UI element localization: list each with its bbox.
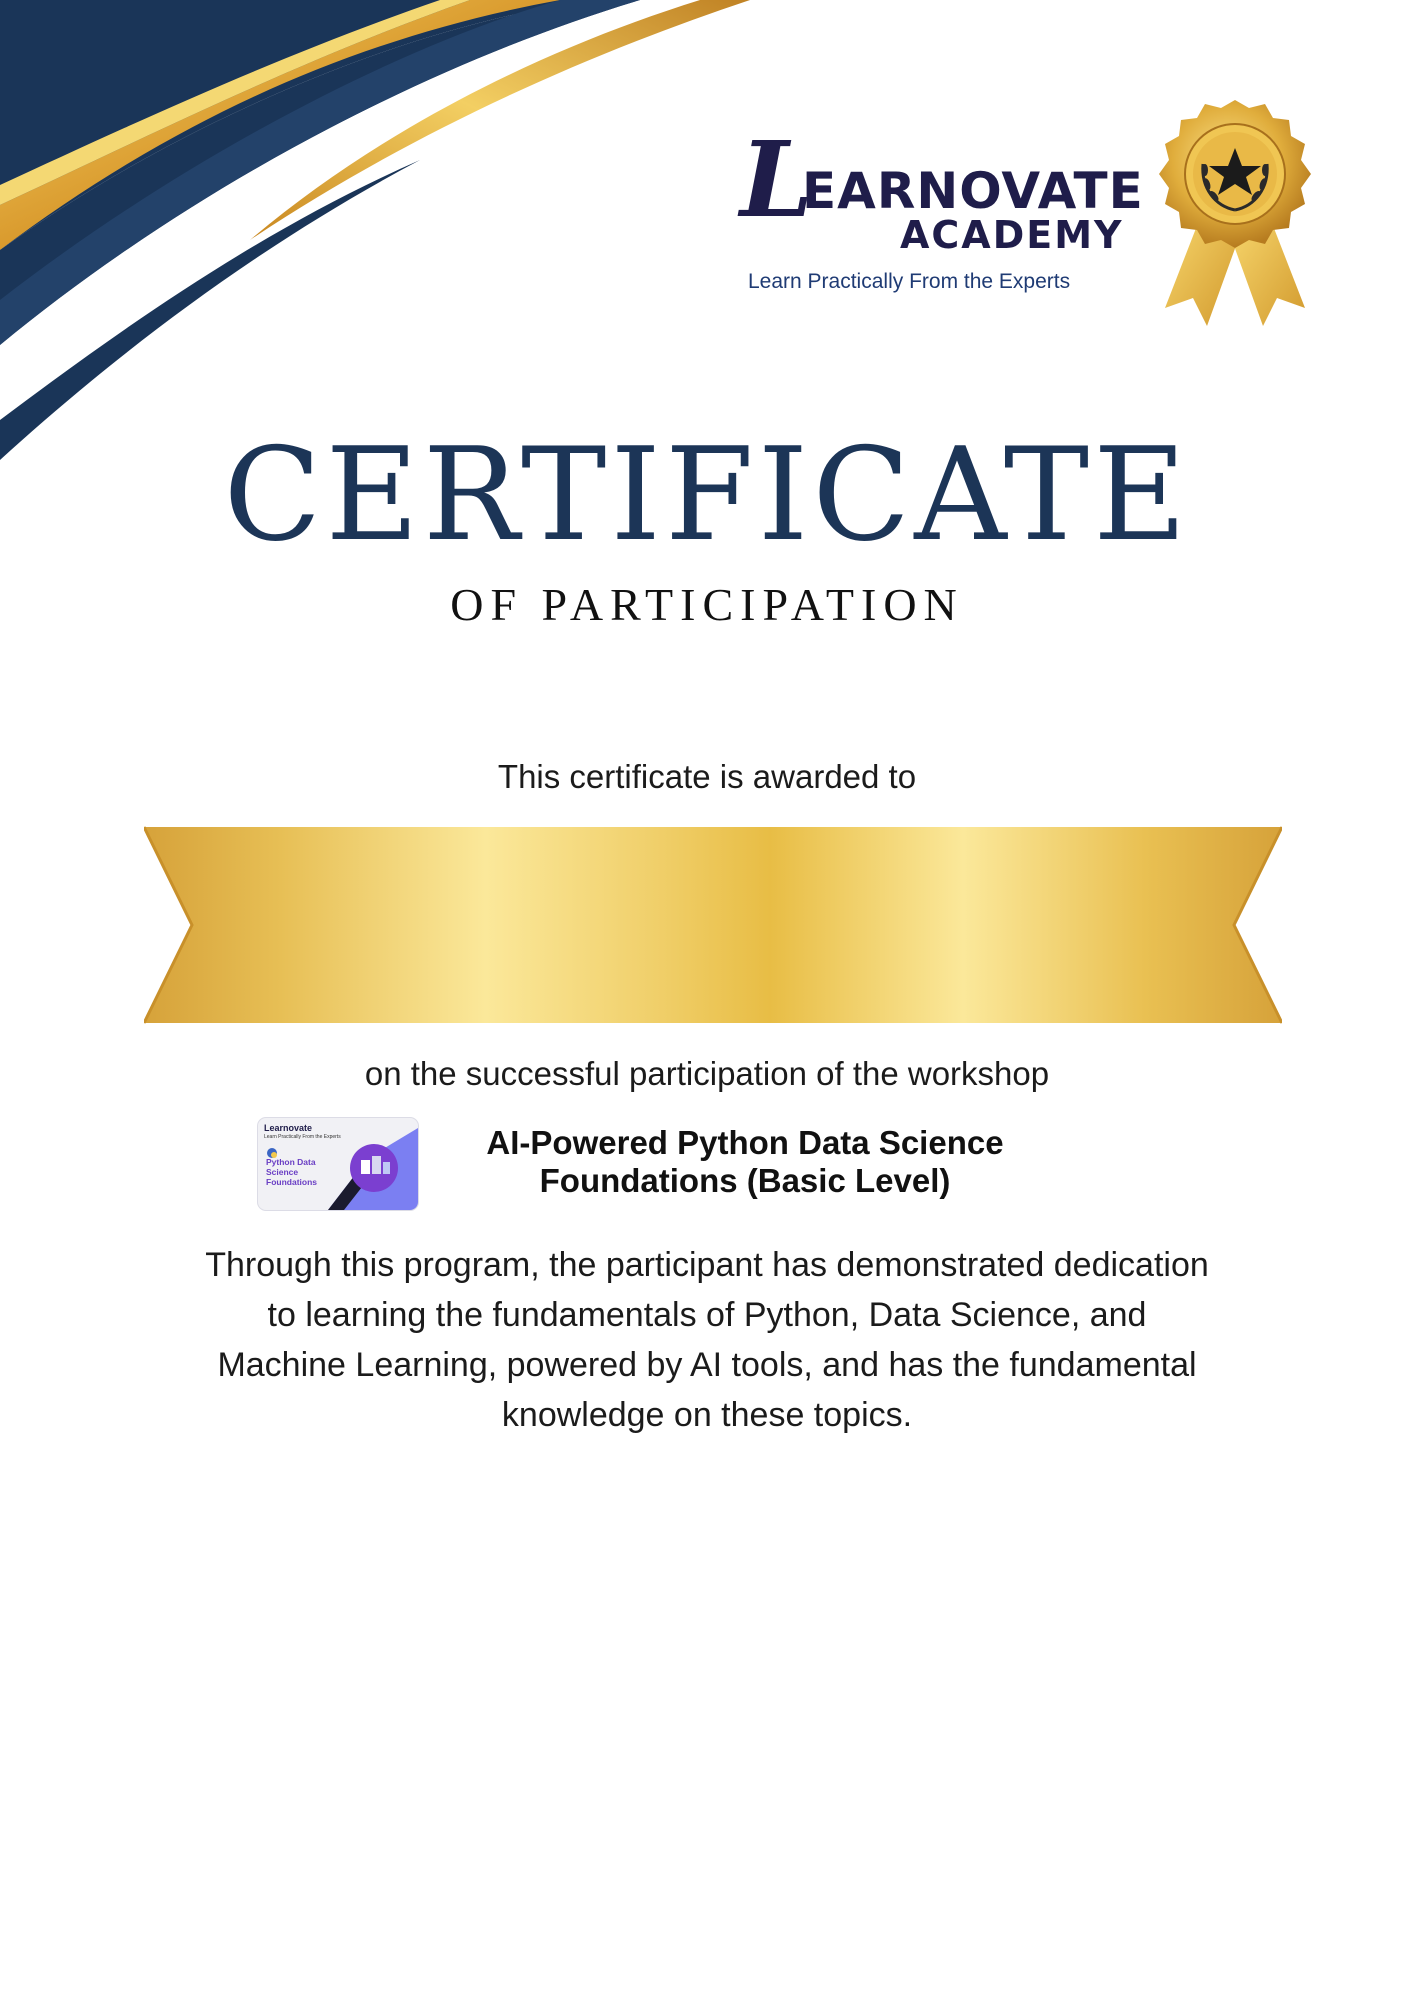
certificate-body-text: Through this program, the participant has demonstrated dedication to learning the fundamentals of Python, Data Science, and Machine Learning, powered by AI tools, and has the fundamental knowledge on these topics. (205, 1246, 1209, 1434)
logo-word-learnovate: EARNOVATE (802, 162, 1144, 220)
recipient-name-ribbon (144, 825, 1282, 1025)
logo-initial: L (740, 118, 814, 241)
awarded-text: This certificate is awarded to (497, 758, 917, 795)
certificate-subtitle: OF PARTICIPATION (450, 579, 964, 630)
learnovate-logo (740, 118, 1144, 298)
course-title-line1: AI-Powered Python Data Science (486, 1124, 1004, 1161)
course-thumbnail (258, 1118, 418, 1210)
thumbnail-tagline: Learn Practically From the Experts (264, 1134, 341, 1140)
logo-tagline: Learn Practically From the Experts (748, 270, 1071, 293)
workshop-line: on the successful participation of the workshop (364, 1055, 1050, 1092)
logo-word-academy: ACADEMY (900, 213, 1124, 257)
thumbnail-title: Python Data Science Foundations (266, 1157, 317, 1187)
course-title-line2: Foundations (Basic Level) (539, 1162, 951, 1199)
thumbnail-brand: Learnovate (264, 1123, 313, 1133)
corner-swoosh-decoration (0, 0, 760, 460)
gold-award-seal-icon (1145, 98, 1325, 328)
certificate-title: CERTIFICATE (223, 421, 1191, 570)
course-title (420, 1124, 1070, 1200)
